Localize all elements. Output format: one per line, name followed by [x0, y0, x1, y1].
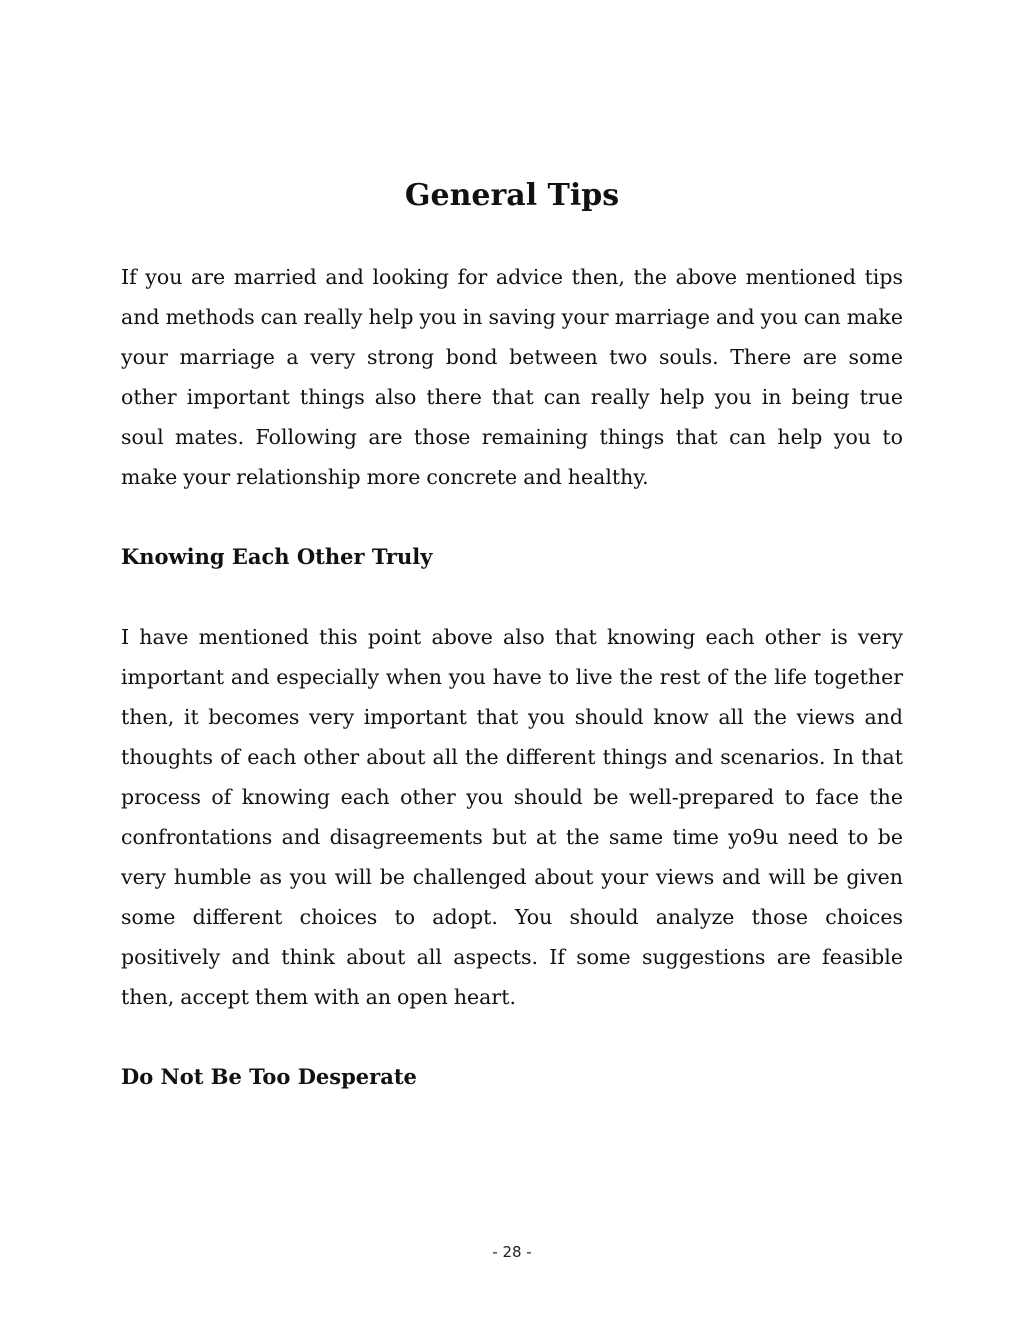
intro-paragraph: If you are married and looking for advice then, the above mentioned tips and methods can really help you in saving your marriage and you can make your marriage a very strong bond between two souls. There are some other important things also there that can really help you in being true soul mates. Following are those remaining things that can help you to make your relationship more concrete and healthy.	[121, 265, 903, 489]
page-title: General Tips	[404, 178, 620, 213]
section-heading-do-not-be-desperate: Do Not Be Too Desperate	[121, 1064, 417, 1089]
knowing-each-other-paragraph: I have mentioned this point above also that knowing each other is very important and especially when you have to live the rest of the life together then, it becomes very important that you should know all the views and thoughts of each other about all the different things and scenarios. In that process of knowing each other you should be well-prepared to face the confrontations and disagreements but at the same time yo9u need to be very humble as you will be challenged about your views and will be given some different choices to adopt. You should analyze those choices positively and think about all aspects. If some suggestions are feasible then, accept them with an open heart.	[121, 625, 903, 1009]
page-number: - 28 -	[492, 1243, 532, 1261]
section-heading-knowing-each-other: Knowing Each Other Truly	[121, 544, 433, 569]
